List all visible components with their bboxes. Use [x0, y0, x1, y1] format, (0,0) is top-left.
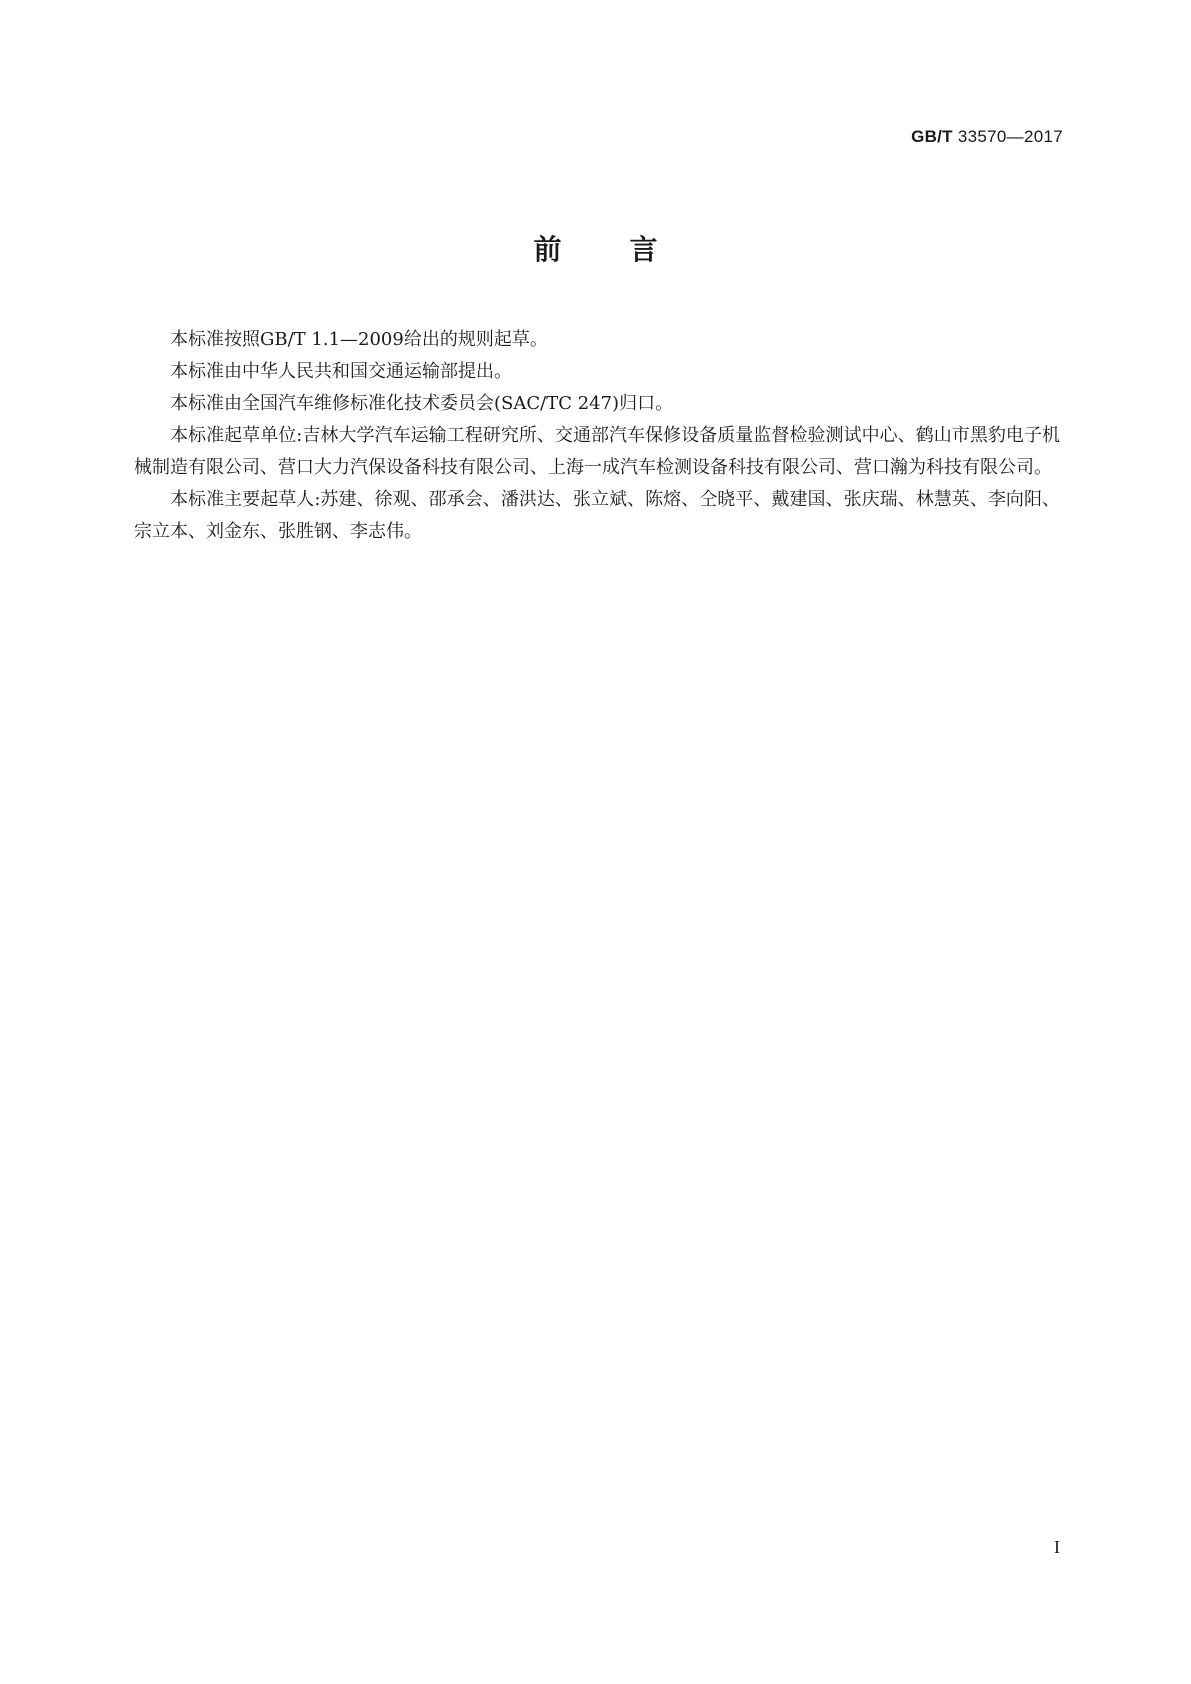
- standard-number: 33570—2017: [957, 127, 1063, 146]
- paragraph-drafters: 本标准主要起草人:苏建、徐观、邵承会、潘洪达、张立斌、陈熔、仝晓平、戴建国、张庆瑞、林慧英、李向阳、宗立本、刘金东、张胜钢、李志伟。: [134, 489, 1060, 542]
- standard-code: [911, 127, 1063, 147]
- paragraph-drafting-units: 本标准起草单位:吉林大学汽车运输工程研究所、交通部汽车保修设备质量监督检验测试中心、鹤山市黑豹电子机械制造有限公司、营口大力汽保设备科技有限公司、上海一成汽车检测设备科技有限公司、营口瀚为科技有限公司。: [134, 425, 1060, 478]
- paragraph-committee: 本标准由全国汽车维修标准化技术委员会(SAC/TC 247)归口。: [170, 393, 674, 414]
- page-number: I: [1054, 1537, 1060, 1557]
- standard-prefix: GB/T: [911, 127, 953, 146]
- page-title: 前言: [533, 233, 726, 266]
- paragraph-drafting-rules: 本标准按照GB/T 1.1—2009给出的规则起草。: [170, 329, 548, 350]
- foreword-body: [134, 324, 1060, 548]
- paragraph-proposer: 本标准由中华人民共和国交通运输部提出。: [170, 361, 512, 382]
